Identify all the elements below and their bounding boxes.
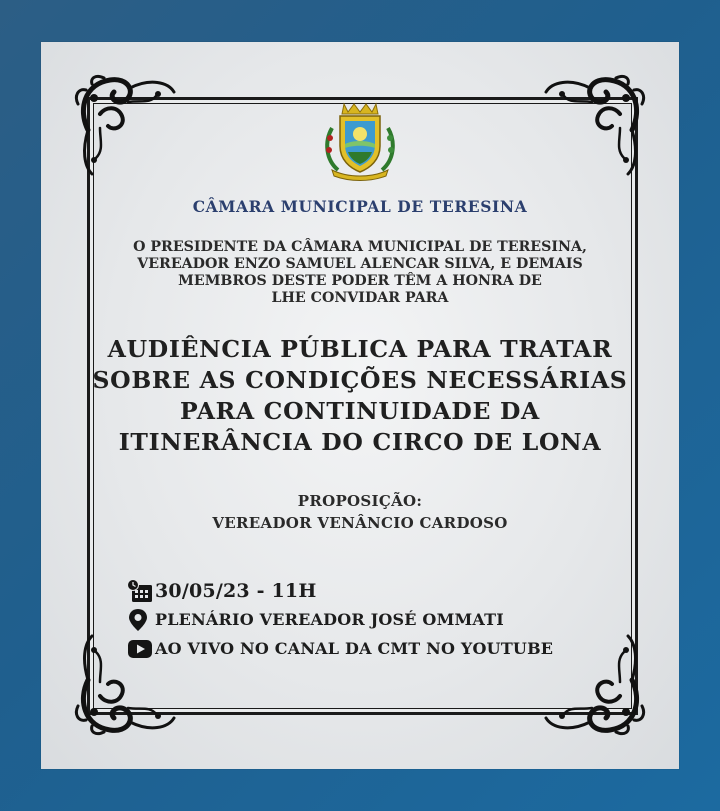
event-datetime: 30/05/23 - 11H <box>155 579 317 602</box>
map-pin-icon <box>127 608 155 632</box>
municipal-crest-icon <box>318 98 402 182</box>
corner-ornament-top-right <box>538 70 650 182</box>
institution-name: CÂMARA MUNICIPAL DE TERESINA <box>192 197 528 216</box>
proposer-name: VEREADOR VENÂNCIO CARDOSO <box>212 514 508 532</box>
invitation-line: O PRESIDENTE DA CÂMARA MUNICIPAL DE TERESINA, <box>133 239 587 255</box>
invitation-text <box>90 239 630 307</box>
corner-ornament-top-left <box>70 70 182 182</box>
invitation-line: LHE CONVIDAR PARA <box>271 290 449 306</box>
event-title-line: AUDIÊNCIA PÚBLICA PARA TRATAR <box>107 335 613 363</box>
event-title-line: ITINERÂNCIA DO CIRCO DE LONA <box>118 428 602 456</box>
datetime-row <box>127 576 553 605</box>
event-title-line: SOBRE AS CONDIÇÕES NECESSÁRIAS <box>92 366 628 394</box>
event-title-line: PARA CONTINUIDADE DA <box>180 397 540 425</box>
event-details <box>127 576 553 663</box>
stream-row <box>127 634 553 663</box>
invitation-line: MEMBROS DESTE PODER TÊM A HONRA DE <box>178 273 542 289</box>
calendar-clock-icon <box>127 579 155 603</box>
corner-ornament-bottom-right <box>538 628 650 740</box>
proposition-block <box>90 490 630 534</box>
event-title <box>90 334 630 458</box>
event-location: PLENÁRIO VEREADOR JOSÉ OMMATI <box>155 610 504 629</box>
youtube-icon <box>127 637 155 661</box>
proposition-label: PROPOSIÇÃO: <box>297 492 423 510</box>
invitation-line: VEREADOR ENZO SAMUEL ALENCAR SILVA, E DEMAIS <box>137 256 583 272</box>
event-stream: AO VIVO NO CANAL DA CMT NO YOUTUBE <box>155 639 554 658</box>
location-row <box>127 605 553 634</box>
